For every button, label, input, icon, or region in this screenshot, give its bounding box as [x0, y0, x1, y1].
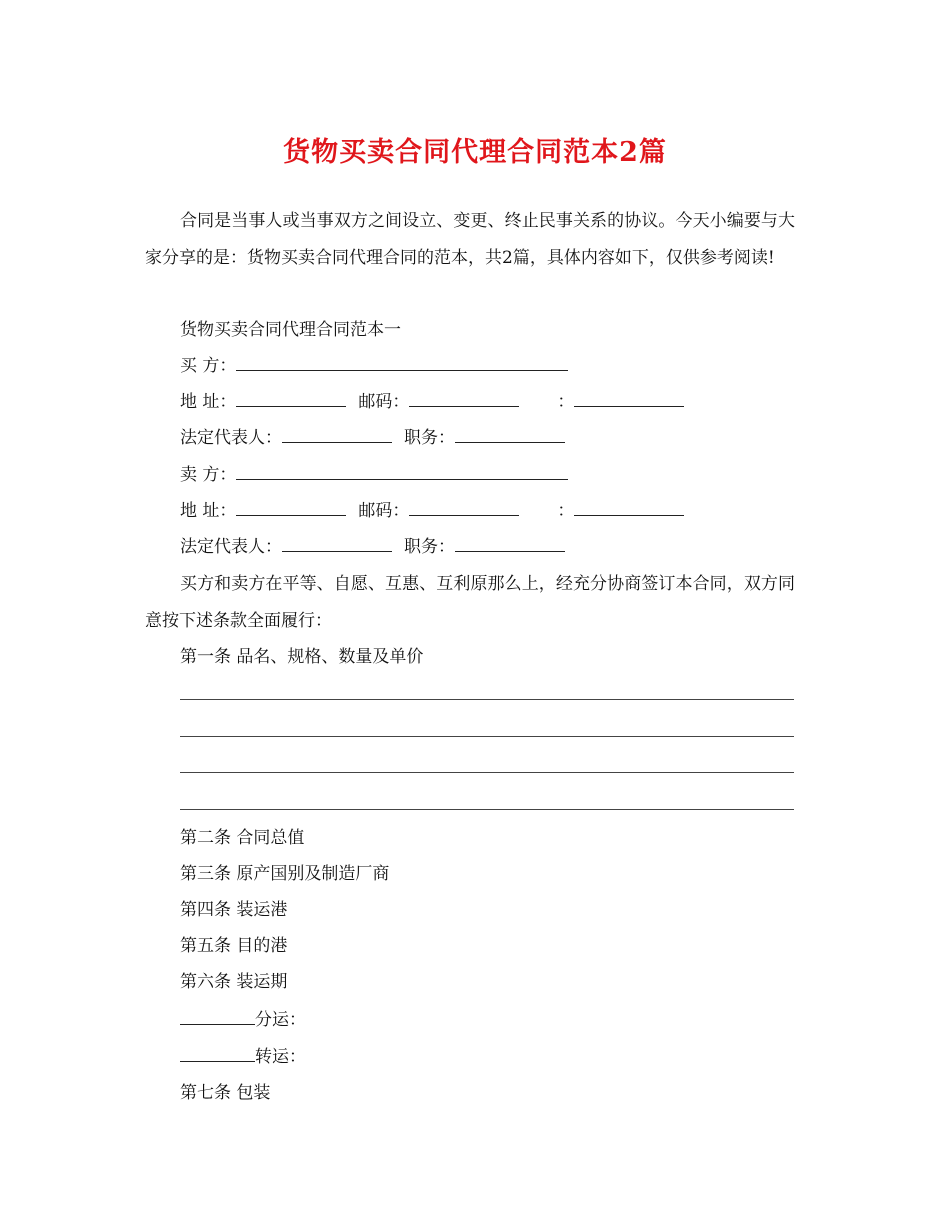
- agreement-paragraph: 买方和卖方在平等、自愿、互惠、互利原那么上，经充分协商签订本合同，双方同意按下述条款全面履行：: [145, 574, 795, 631]
- buyer-row: [180, 348, 568, 384]
- buyer-legal-rep-row: [180, 420, 565, 456]
- section-heading: 货物买卖合同代理合同范本一: [180, 320, 401, 340]
- article-5: 第五条 目的港: [180, 936, 288, 956]
- transshipment-row: [180, 1039, 306, 1075]
- seller-address-blank[interactable]: [236, 501, 346, 516]
- buyer-postcode-blank[interactable]: [409, 392, 519, 407]
- seller-extra-label: ：: [557, 501, 575, 521]
- buyer-legal-rep-label: 法定代表人：: [180, 428, 282, 448]
- partial-shipment-label: 分运：: [255, 1010, 306, 1030]
- article-2: 第二条 合同总值: [180, 828, 305, 848]
- buyer-postcode-label: 邮码：: [358, 392, 410, 412]
- partial-shipment-row: [180, 1002, 306, 1038]
- intro-paragraph: 合同是当事人或当事双方之间设立、变更、终止民事关系的协议。今天小编要与大家分享的是：货物买卖合同代理合同的范本，共2篇，具体内容如下，仅供参考阅读!: [145, 211, 795, 268]
- article-3: 第三条 原产国别及制造厂商: [180, 864, 390, 884]
- seller-position-blank[interactable]: [455, 537, 565, 552]
- buyer-address-label: 地 址：: [180, 392, 237, 412]
- document-title: 货物买卖合同代理合同范本2篇: [283, 137, 667, 168]
- transshipment-label: 转运：: [255, 1047, 306, 1067]
- partial-shipment-blank[interactable]: [180, 1010, 255, 1025]
- seller-legal-rep-label: 法定代表人：: [180, 537, 282, 557]
- seller-address-row: [180, 493, 684, 529]
- seller-legal-rep-blank[interactable]: [282, 537, 392, 552]
- buyer-address-row: [180, 384, 684, 420]
- buyer-address-blank[interactable]: [236, 392, 346, 407]
- article-4: 第四条 装运港: [180, 900, 288, 920]
- seller-address-label: 地 址：: [180, 501, 237, 521]
- seller-position-label: 职务：: [404, 537, 455, 557]
- seller-postcode-blank[interactable]: [409, 501, 519, 516]
- article-1-fill-line-2[interactable]: [180, 736, 794, 737]
- seller-row: [180, 457, 568, 493]
- article-1: 第一条 品名、规格、数量及单价: [180, 647, 424, 667]
- buyer-label: 买 方：: [180, 356, 237, 376]
- seller-extra-blank[interactable]: [574, 501, 684, 516]
- article-7: 第七条 包装: [180, 1083, 271, 1103]
- seller-legal-rep-row: [180, 529, 565, 565]
- seller-label: 卖 方：: [180, 465, 237, 485]
- article-1-fill-line-4[interactable]: [180, 809, 794, 810]
- buyer-position-blank[interactable]: [455, 428, 565, 443]
- seller-postcode-label: 邮码：: [358, 501, 410, 521]
- buyer-name-blank[interactable]: [236, 356, 568, 371]
- buyer-extra-blank[interactable]: [574, 392, 684, 407]
- article-1-fill-line-1[interactable]: [180, 699, 794, 700]
- transshipment-blank[interactable]: [180, 1047, 255, 1062]
- buyer-legal-rep-blank[interactable]: [282, 428, 392, 443]
- buyer-position-label: 职务：: [404, 428, 455, 448]
- article-1-fill-line-3[interactable]: [180, 772, 794, 773]
- seller-name-blank[interactable]: [236, 465, 568, 480]
- buyer-extra-label: ：: [557, 392, 575, 412]
- article-6: 第六条 装运期: [180, 972, 288, 992]
